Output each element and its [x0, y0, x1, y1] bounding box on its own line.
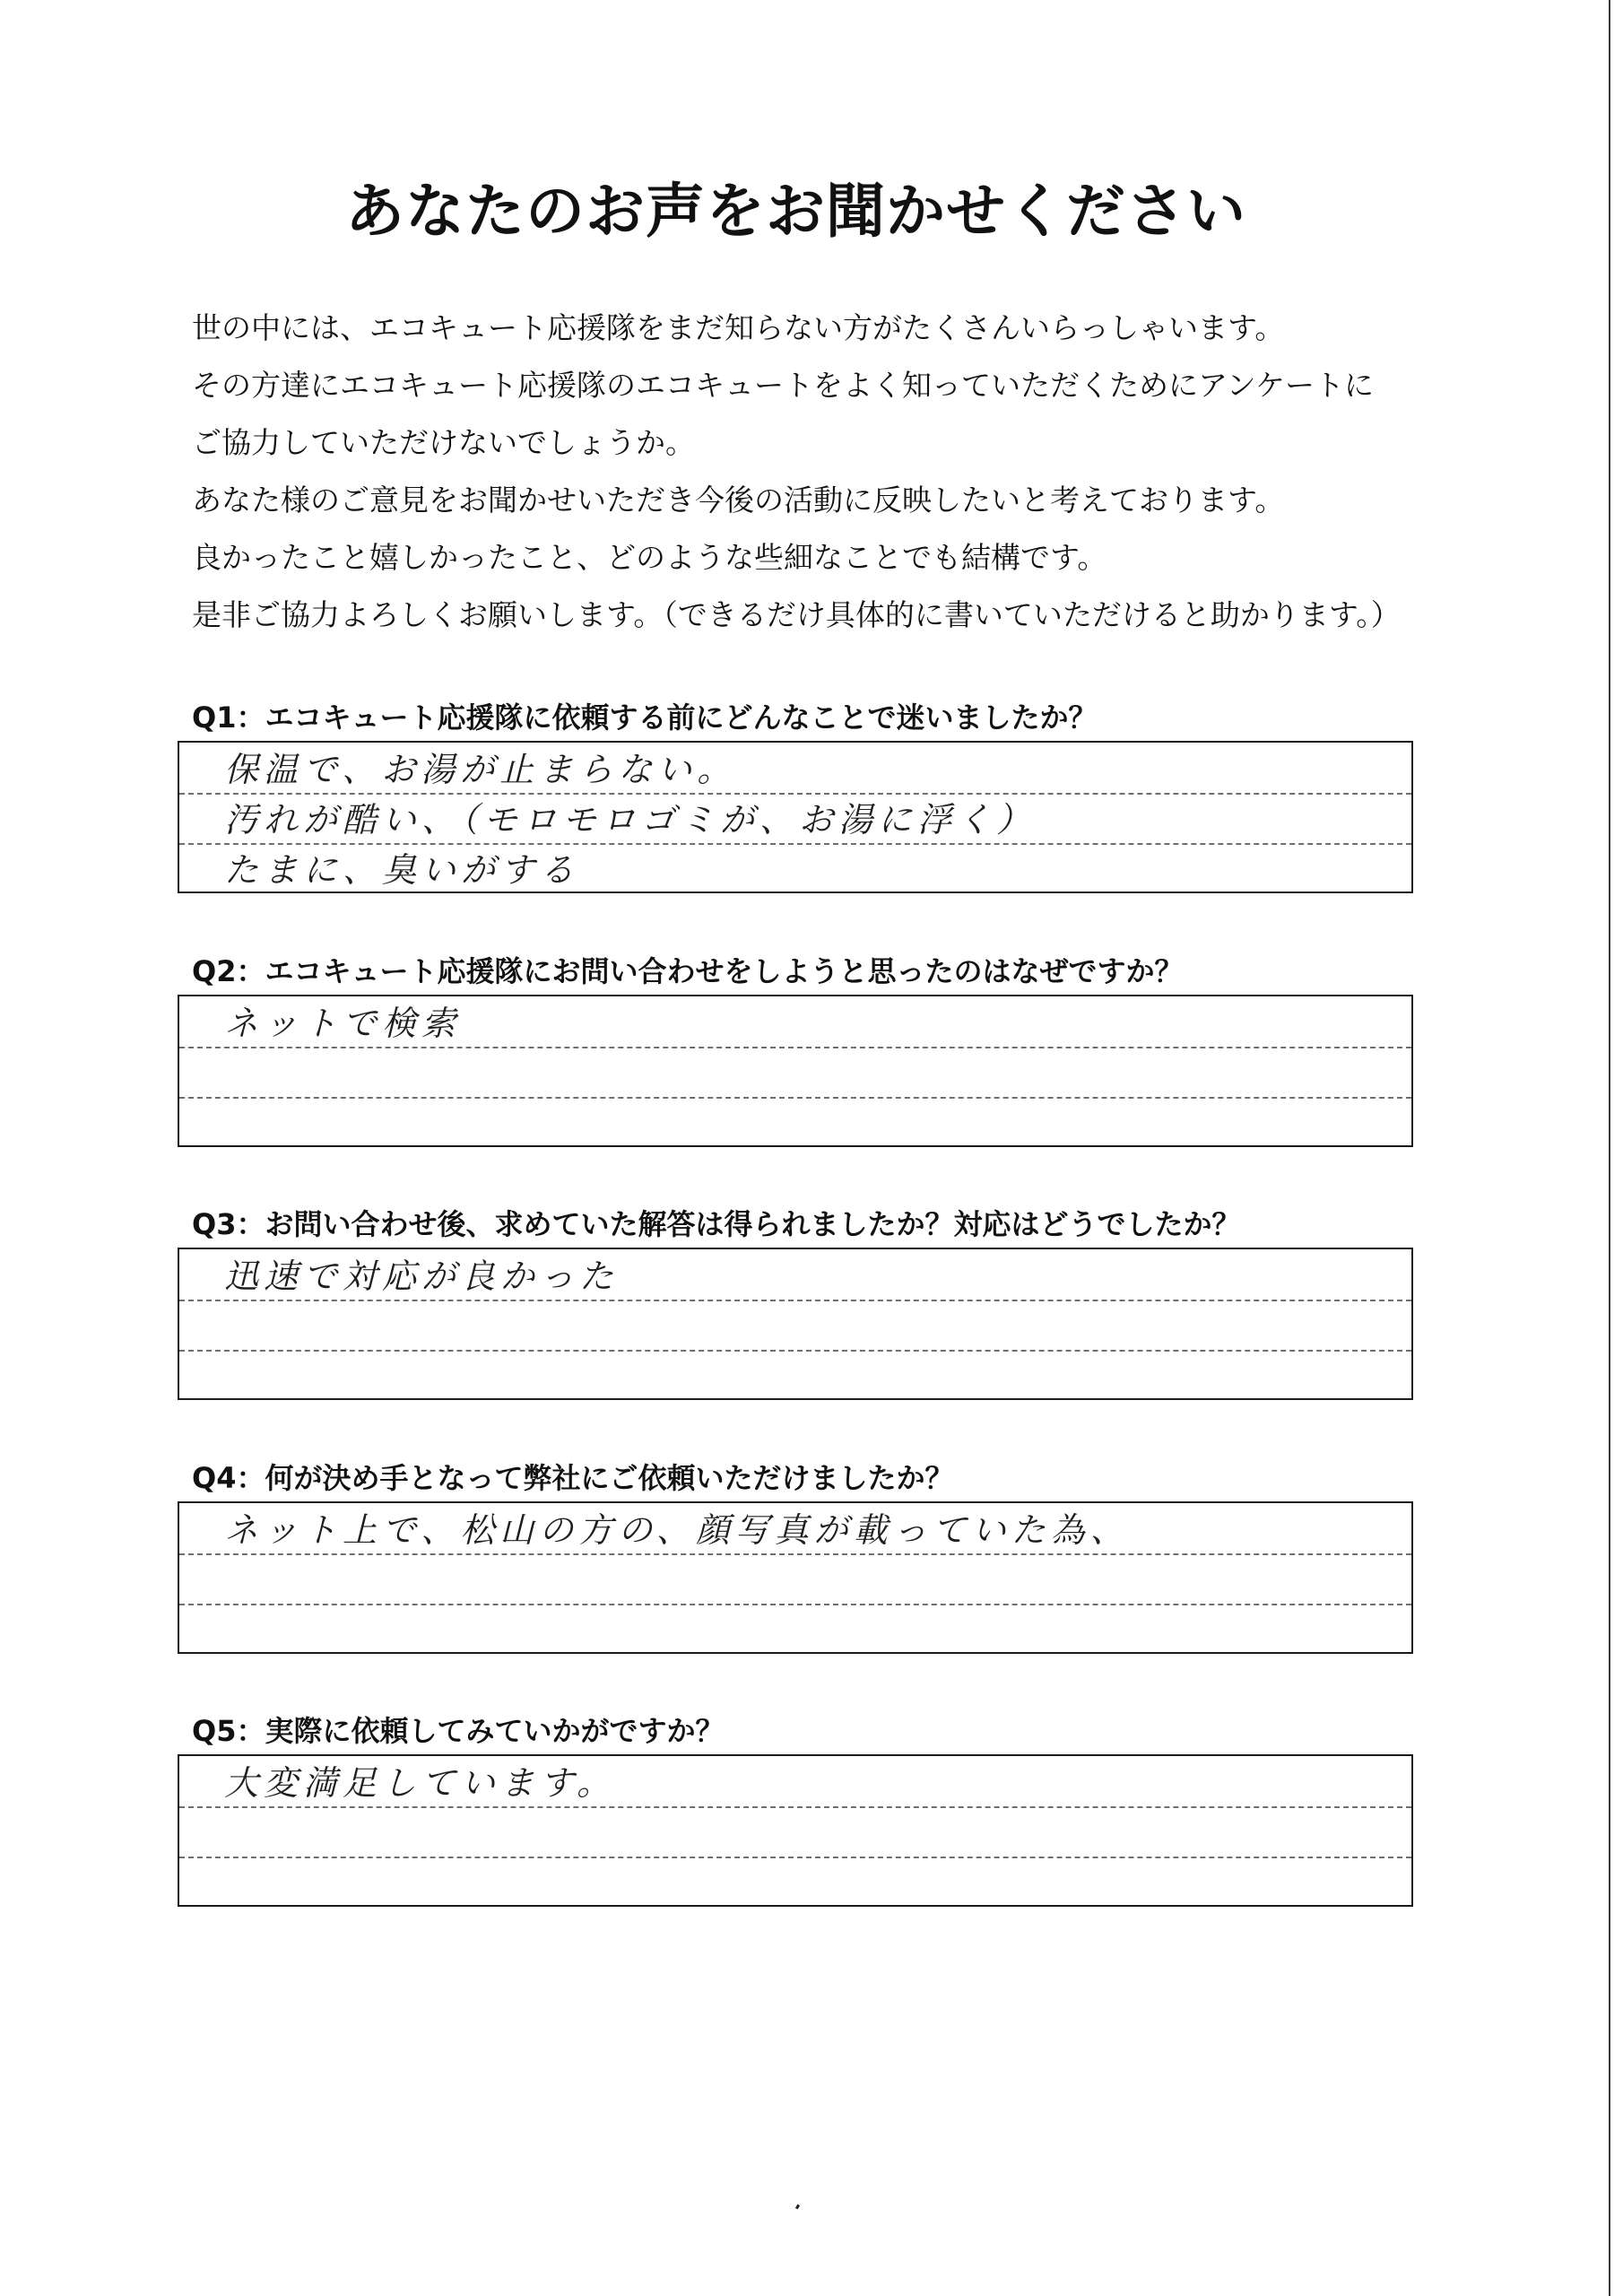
- intro-line: 世の中には、エコキュート応援隊をまだ知らない方がたくさんいらっしゃいます。: [192, 310, 1285, 345]
- scan-edge-line: [1609, 0, 1610, 2296]
- ruled-line: [179, 1604, 1411, 1605]
- handwritten-answer: 大変満足しています。: [224, 1763, 616, 1803]
- scan-speck: [795, 2205, 800, 2210]
- ruled-line: [179, 1806, 1411, 1808]
- ruled-line: [179, 1553, 1411, 1555]
- intro-line: ご協力していただけないでしょうか。: [192, 425, 695, 460]
- intro-line: その方達にエコキュート応援隊のエコキュートをよく知っていただくためにアンケートに: [192, 368, 1375, 403]
- handwritten-answer: たまに、臭いがする: [224, 850, 580, 890]
- question-2: [192, 952, 1411, 1147]
- ruled-line: [179, 1350, 1411, 1352]
- intro-line: 是非ご協力よろしくお願いします。（できるだけ具体的に書いていただけると助かります。）: [192, 597, 1401, 632]
- question-label: Q2：エコキュート応援隊にお問い合わせをしようと思ったのはなぜですか？: [192, 954, 1184, 988]
- intro-text: [192, 303, 1447, 648]
- question-label: Q4：何が決め手となって弊社にご依頼いただけましたか？: [192, 1461, 954, 1495]
- handwritten-answer: ネットで検索: [224, 1004, 462, 1043]
- handwritten-answer: ネット上で、松山の方の、顔写真が載っていた為、: [224, 1510, 1130, 1550]
- ruled-line: [179, 1097, 1411, 1099]
- question-label: Q1：エコキュート応援隊に依頼する前にどんなことで迷いましたか？: [192, 700, 1098, 735]
- answer-box: [178, 995, 1413, 1147]
- ruled-line: [179, 1857, 1411, 1858]
- answer-box: [178, 741, 1413, 893]
- question-4: [192, 1458, 1411, 1654]
- answer-box: [178, 1501, 1413, 1654]
- handwritten-answer: 汚れが酷い、（モロモロゴミが、お湯に浮く）: [224, 800, 1037, 839]
- handwritten-answer: 迅速で対応が良かった: [224, 1257, 620, 1296]
- intro-line: あなた様のご意見をお聞かせいただき今後の活動に反映したいと考えております。: [192, 483, 1285, 517]
- question-5: [192, 1711, 1411, 1907]
- answer-box: [178, 1248, 1413, 1400]
- ruled-line: [179, 1300, 1411, 1301]
- question-label: Q5：実際に依頼してみていかがですか？: [192, 1714, 725, 1748]
- page-title: あなたのお声をお聞かせください: [345, 177, 1246, 246]
- ruled-line: [179, 1047, 1411, 1048]
- question-label: Q3：お問い合わせ後、求めていた解答は得られましたか？対応はどうでしたか？: [192, 1207, 1241, 1241]
- question-1: [192, 698, 1411, 893]
- handwritten-answer: 保温で、お湯が止まらない。: [224, 750, 737, 789]
- intro-line: 良かったこと嬉しかったこと、どのような些細なことでも結構です。: [192, 540, 1107, 575]
- question-3: [192, 1205, 1411, 1400]
- answer-box: [178, 1754, 1413, 1907]
